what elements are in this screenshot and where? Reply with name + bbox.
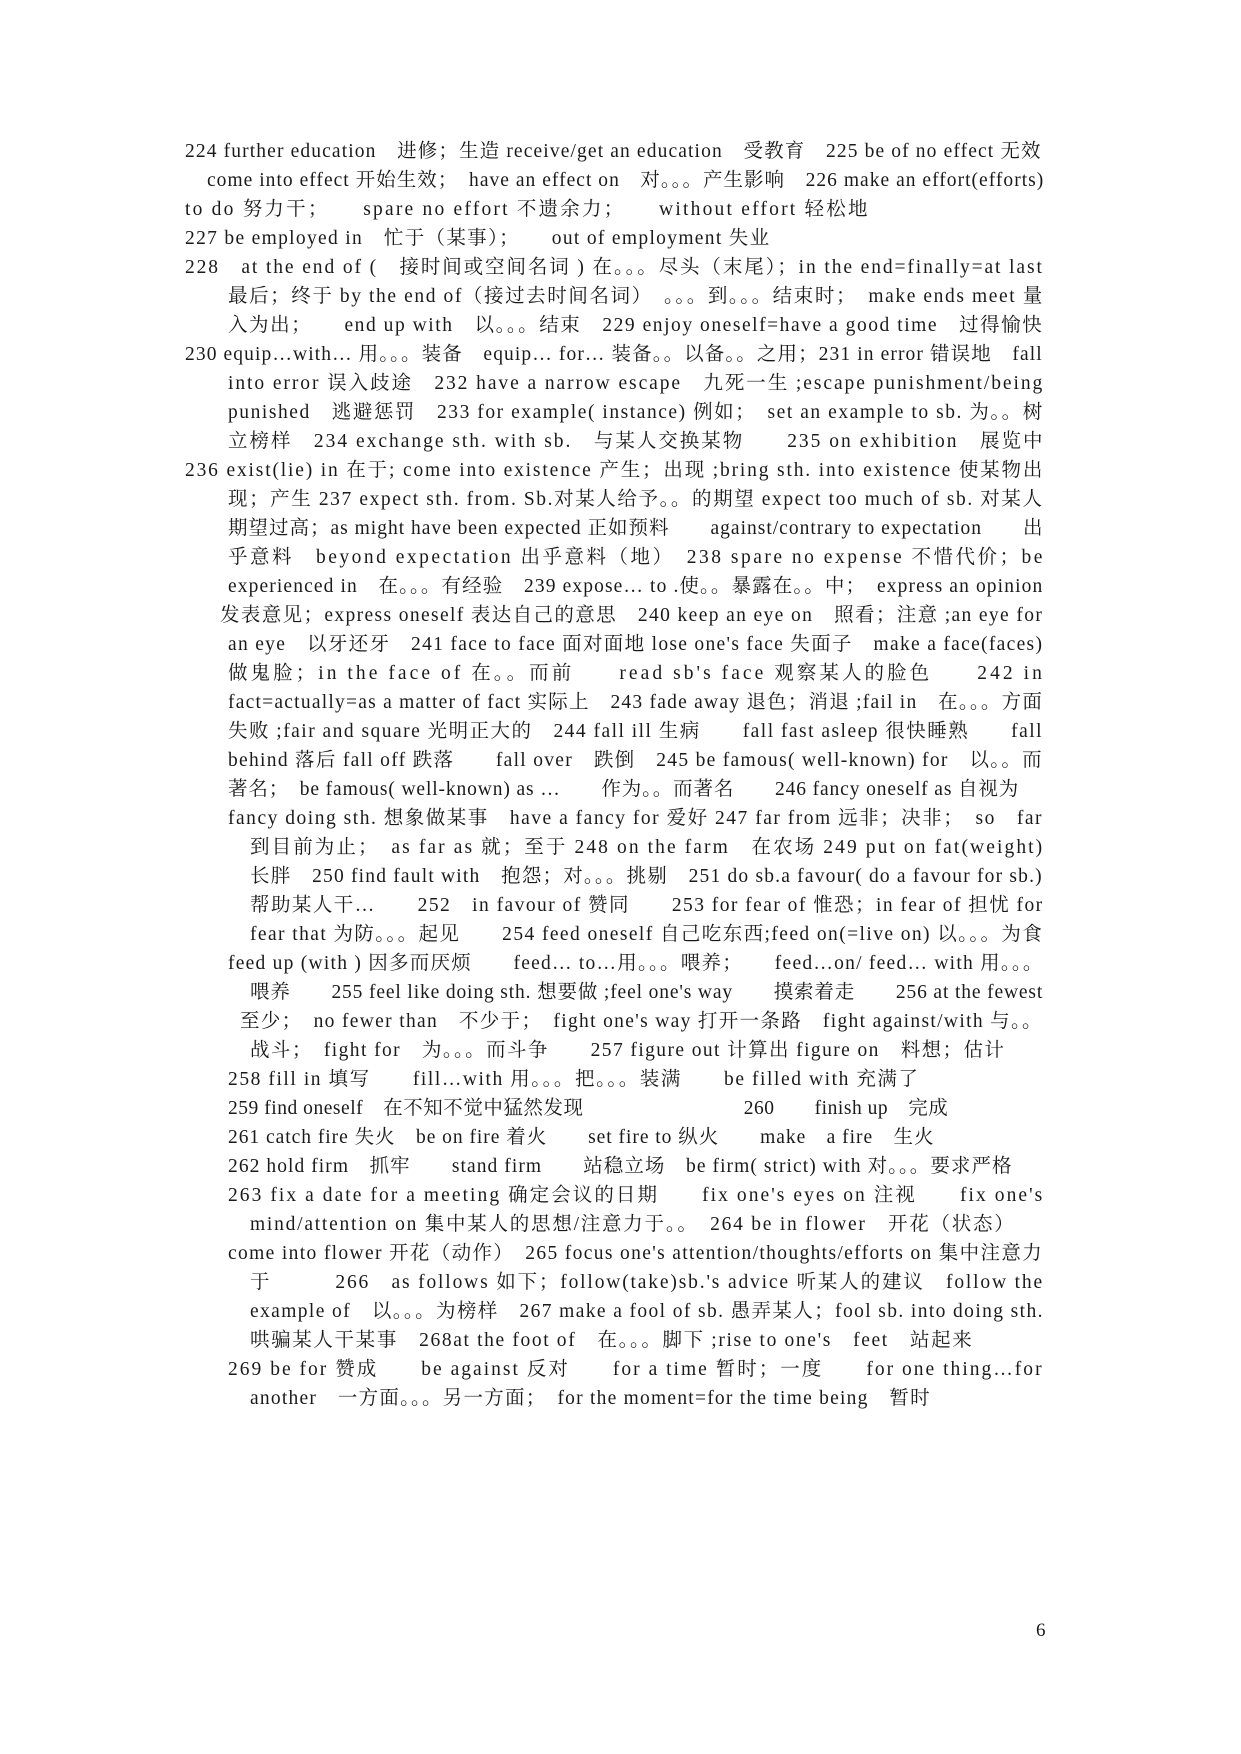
text-line: come into effect 开始生效； have an effect on 对。。。产生影响 226 make an effort(efforts): [207, 170, 1045, 191]
text-line: 发表意见；express oneself 表达自己的意思 240 keep an eye on 照看；注意 ;an eye for: [220, 605, 1044, 626]
text-line: 期望过高；as might have been expected 正如预料 against/contrary to expectation 出: [228, 518, 1044, 539]
text-line: an eye 以牙还牙 241 face to face 面对面地 lose one's face 失面子 make a face(faces): [228, 634, 1044, 655]
text-line: 最后；终于 by the end of（接过去时间名词） 。。。到。。。结束时； make ends meet 量: [228, 286, 1044, 307]
text-line: punished 逃避惩罚 233 for example( instance) 例如； set an example to sb. 为。。树: [228, 402, 1044, 423]
text-line: mind/attention on 集中某人的思想/注意力于。。 264 be in flower 开花（状态）: [250, 1214, 1016, 1235]
text-line: 哄骗某人干某事 268at the foot of 在。。。脚下 ;rise to one's feet 站起来: [250, 1330, 974, 1351]
text-line: 230 equip…with… 用。。。装备 equip… for… 装备。。以备。。之用；231 in error 错误地 fall: [185, 344, 1043, 365]
text-line: 于 266 as follows 如下；follow(take)sb.'s advice 听某人的建议 follow the: [250, 1272, 1045, 1293]
text-line: another 一方面。。。另一方面； for the moment=for the time being 暂时: [250, 1388, 931, 1409]
text-line: into error 误入歧途 232 have a narrow escape 九死一生 ;escape punishment/being: [228, 373, 1045, 394]
text-line: 现；产生 237 expect sth. from. Sb.对某人给予。。的期望 expect too much of sb. 对某人: [228, 489, 1044, 510]
text-line: 227 be employed in 忙于（某事）； out of employment 失业: [185, 228, 771, 249]
text-line: 263 fix a date for a meeting 确定会议的日期 fix one's eyes on 注视 fix one's: [228, 1185, 1045, 1206]
text-line: fear that 为防。。。起见 254 feed oneself 自己吃东西;feed on(=live on) 以。。。为食: [250, 924, 1044, 945]
text-line: 224 further education 进修；生造 receive/get an education 受教育 225 be of no effect 无效: [185, 141, 1042, 162]
text-line: 259 find oneself 在不知不觉中猛然发现 260 finish up 完成: [228, 1098, 949, 1119]
text-line: 乎意料 beyond expectation 出乎意料（地） 238 spare no expense 不惜代价；be: [228, 547, 1045, 568]
text-line: 入为出； end up with 以。。。结束 229 enjoy oneself=have a good time 过得愉快: [228, 315, 1044, 336]
text-line: fancy doing sth. 想象做某事 have a fancy for 爱好 247 far from 远非；决非； so far: [228, 808, 1044, 829]
text-line: 帮助某人干… 252 in favour of 赞同 253 for fear of 惟恐；in fear of 担忧 for: [250, 895, 1044, 916]
text-line: 258 fill in 填写 fill…with 用。。。把。。。装满 be filled with 充满了: [228, 1069, 920, 1090]
text-line: 战斗； fight for 为。。。而斗争 257 figure out 计算出 figure on 料想；估计: [250, 1040, 1006, 1061]
text-line: 261 catch fire 失火 be on fire 着火 set fire to 纵火 make a fire 生火: [228, 1127, 935, 1148]
text-line: 228 at the end of ( 接时间或空间名词 ) 在。。。尽头（末尾）；in the end=finally=at last: [185, 257, 1044, 278]
page-number: 6: [1036, 1620, 1046, 1641]
text-line: 长胖 250 find fault with 抱怨；对。。。挑剔 251 do sb.a favour( do a favour for sb.): [250, 866, 1043, 887]
text-line: come into flower 开花（动作） 265 focus one's attention/thoughts/efforts on 集中注意力: [228, 1243, 1044, 1264]
text-line: to do 努力干； spare no effort 不遗余力； without effort 轻松地: [185, 199, 870, 220]
text-line: 到目前为止； as far as 就；至于 248 on the farm 在农场 249 put on fat(weight): [250, 837, 1045, 858]
text-line: example of 以。。。为榜样 267 make a fool of sb. 愚弄某人；fool sb. into doing sth.: [250, 1301, 1044, 1322]
text-line: fact=actually=as a matter of fact 实际上 243 fade away 退色；消退 ;fail in 在。。。方面: [228, 692, 1044, 713]
text-line: 236 exist(lie) in 在于; come into existence 产生；出现 ;bring sth. into existence 使某物出: [185, 460, 1045, 481]
text-line: 失败 ;fair and square 光明正大的 244 fall ill 生病 fall fast asleep 很快睡熟 fall: [228, 721, 1044, 742]
text-line: 至少； no fewer than 不少于； fight one's way 打开一条路 fight against/with 与。。: [240, 1011, 1043, 1032]
text-line: 269 be for 赞成 be against 反对 for a time 暂时；一度 for one thing…for: [228, 1359, 1044, 1380]
text-line: 262 hold firm 抓牢 stand firm 站稳立场 be firm( strict) with 对。。。要求严格: [228, 1156, 1013, 1177]
text-line: 喂养 255 feel like doing sth. 想要做 ;feel one's way 摸索着走 256 at the fewest: [250, 982, 1044, 1003]
text-line: 做鬼脸；in the face of 在。。而前 read sb's face 观察某人的脸色 242 in: [228, 663, 1045, 684]
text-line: experienced in 在。。。有经验 239 expose… to .使。。暴露在。。中； express an opinion: [228, 576, 1044, 597]
text-line: 著名； be famous( well-known) as … 作为。。而著名 246 fancy oneself as 自视为: [228, 779, 1020, 800]
text-line: 立榜样 234 exchange sth. with sb. 与某人交换某物 235 on exhibition 展览中: [228, 431, 1045, 452]
text-line: feed up (with ) 因多而厌烦 feed… to…用。。。喂养； feed…on/ feed… with 用。。。: [228, 953, 1044, 974]
text-line: behind 落后 fall off 跌落 fall over 跌倒 245 be famous( well-known) for 以。。而: [228, 750, 1043, 771]
